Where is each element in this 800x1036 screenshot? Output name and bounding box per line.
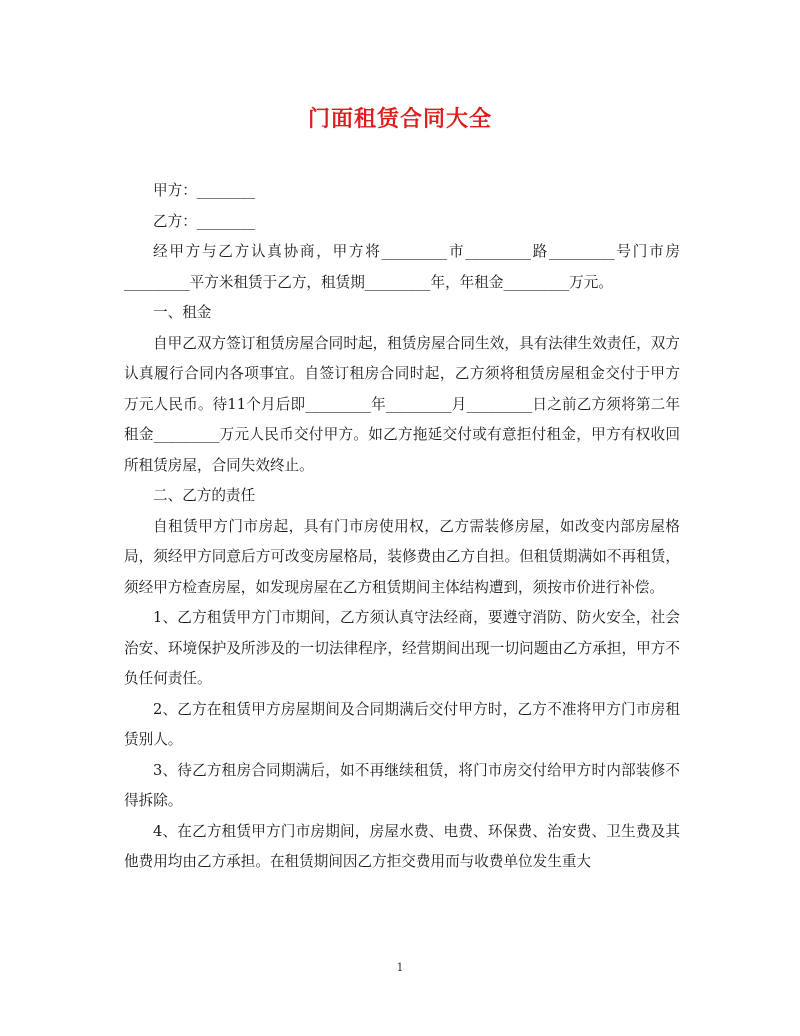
duties-paragraph: 自租赁甲方门市房起，具有门市房使用权，乙方需装修房屋，如改变内部房屋格局，须经甲方同意后方可改变房屋格局，装修费由乙方自担。但租赁期满如不再租赁，须经甲方检查房屋，如发现房屋在乙方租赁期间主体结构遭到，须按市价进行补偿。	[124, 517, 680, 596]
clause-3: 3、待乙方租房合同期满后，如不再继续租赁，将门市房交付给甲方时内部装修不得拆除。	[124, 761, 680, 809]
page-number: 1	[396, 961, 404, 974]
section-heading-party-b-duties: 二、乙方的责任	[153, 487, 256, 504]
section-heading-rent: 一、租金	[153, 304, 212, 321]
document-body	[124, 176, 680, 878]
intro-paragraph: 经甲方与乙方认真协商，甲方将_________市_________路_________号门市房_________平方米租赁于乙方，租赁期_________年，年租金_________万元。	[124, 243, 680, 291]
party-a-line: 甲方：________	[153, 182, 256, 199]
clause-2: 2、乙方在租赁甲方房屋期间及合同期满后交付甲方时，乙方不准将甲方门市房租赁别人。	[124, 700, 680, 748]
clause-1: 1、乙方租赁甲方门市期间，乙方须认真守法经商，要遵守消防、防火安全，社会治安、环境保护及所涉及的一切法律程序，经营期间出现一切问题由乙方承担，甲方不负任何责任。	[124, 609, 680, 687]
document-title: 门面租赁合同大全	[307, 106, 492, 132]
party-b-line: 乙方：________	[153, 212, 256, 230]
rent-paragraph: 自甲乙双方签订租赁房屋合同时起，租赁房屋合同生效，具有法律生效责任，双方认真履行合同内各项事宜。自签订租房合同时起，乙方须将租赁房屋租金交付于甲方 万元人民币。待11个月后即_________年_________月_________日之前乙方须将第二年租金_________万元人民币交付甲方。如乙方拖延交付或有意拒付租金，甲方有权收回所租赁房屋，合同失效终止。	[124, 334, 680, 474]
clause-4: 4、在乙方租赁甲方门市房期间，房屋水费、电费、环保费、治安费、卫生费及其他费用均由乙方承担。在租赁期间因乙方拒交费用而与收费单位发生重大	[124, 822, 680, 870]
